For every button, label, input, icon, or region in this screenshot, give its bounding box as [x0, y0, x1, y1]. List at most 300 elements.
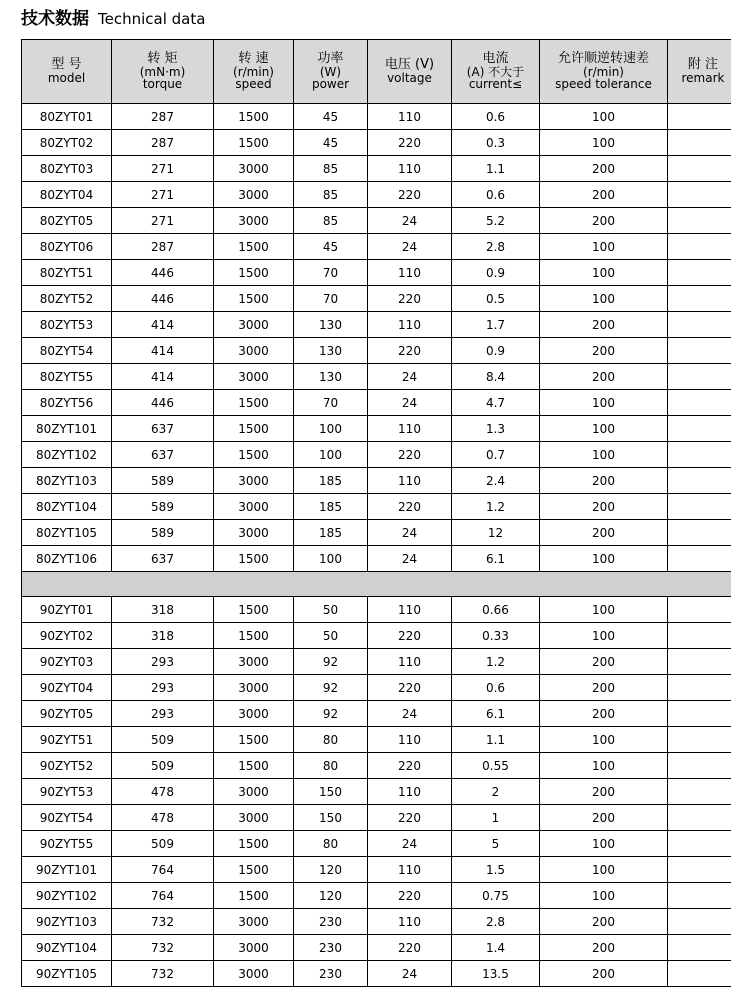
- header-en: current≤: [452, 78, 539, 91]
- cell-speed-tolerance: 200: [540, 182, 668, 208]
- cell-speed-tolerance: 200: [540, 208, 668, 234]
- cell-model: 90ZYT53: [22, 779, 112, 805]
- cell-speed: 3000: [214, 805, 294, 831]
- cell-power: 230: [294, 961, 368, 987]
- cell-torque: 637: [112, 546, 214, 572]
- table-row: [22, 156, 731, 182]
- cell-remark: [668, 883, 731, 909]
- cell-model: 80ZYT103: [22, 468, 112, 494]
- cell-current: 2.4: [452, 468, 540, 494]
- table-row: [22, 494, 731, 520]
- cell-voltage: 24: [368, 961, 452, 987]
- cell-torque: 446: [112, 286, 214, 312]
- table-body: [22, 104, 731, 987]
- technical-data-table: [21, 39, 731, 987]
- cell-voltage: 110: [368, 597, 452, 623]
- cell-speed: 1500: [214, 753, 294, 779]
- cell-remark: [668, 935, 731, 961]
- cell-current: 0.55: [452, 753, 540, 779]
- cell-current: 1.1: [452, 156, 540, 182]
- cell-speed-tolerance: 100: [540, 727, 668, 753]
- table-row: [22, 234, 731, 260]
- table-row: [22, 546, 731, 572]
- cell-voltage: 24: [368, 831, 452, 857]
- cell-voltage: 220: [368, 130, 452, 156]
- cell-current: 0.7: [452, 442, 540, 468]
- cell-speed-tolerance: 100: [540, 753, 668, 779]
- cell-torque: 764: [112, 857, 214, 883]
- cell-voltage: 24: [368, 701, 452, 727]
- cell-speed: 1500: [214, 260, 294, 286]
- column-header-speed-tolerance: [540, 40, 668, 104]
- cell-torque: 478: [112, 805, 214, 831]
- cell-torque: 287: [112, 104, 214, 130]
- cell-speed-tolerance: 100: [540, 260, 668, 286]
- cell-speed-tolerance: 100: [540, 442, 668, 468]
- cell-speed-tolerance: 100: [540, 234, 668, 260]
- table-row: [22, 909, 731, 935]
- cell-power: 92: [294, 649, 368, 675]
- cell-speed: 1500: [214, 857, 294, 883]
- cell-voltage: 24: [368, 364, 452, 390]
- cell-voltage: 24: [368, 208, 452, 234]
- cell-speed-tolerance: 100: [540, 597, 668, 623]
- cell-torque: 589: [112, 468, 214, 494]
- cell-voltage: 110: [368, 468, 452, 494]
- cell-speed-tolerance: 200: [540, 935, 668, 961]
- cell-current: 4.7: [452, 390, 540, 416]
- cell-voltage: 110: [368, 909, 452, 935]
- cell-voltage: 24: [368, 520, 452, 546]
- column-header-model: [22, 40, 112, 104]
- cell-current: 0.9: [452, 338, 540, 364]
- cell-torque: 446: [112, 390, 214, 416]
- cell-speed: 1500: [214, 623, 294, 649]
- cell-current: 0.6: [452, 104, 540, 130]
- table-row: [22, 468, 731, 494]
- cell-power: 120: [294, 857, 368, 883]
- table-row: [22, 520, 731, 546]
- column-header-torque: [112, 40, 214, 104]
- table-row: [22, 104, 731, 130]
- cell-power: 50: [294, 597, 368, 623]
- cell-current: 0.33: [452, 623, 540, 649]
- cell-torque: 637: [112, 416, 214, 442]
- column-header-voltage: [368, 40, 452, 104]
- cell-speed: 1500: [214, 104, 294, 130]
- cell-speed-tolerance: 200: [540, 156, 668, 182]
- cell-remark: [668, 234, 731, 260]
- header-en: voltage: [368, 72, 451, 85]
- title-chinese: 技术数据: [21, 9, 89, 29]
- cell-torque: 637: [112, 442, 214, 468]
- cell-voltage: 110: [368, 312, 452, 338]
- header-en: power: [294, 78, 367, 91]
- cell-model: 90ZYT03: [22, 649, 112, 675]
- cell-current: 0.66: [452, 597, 540, 623]
- cell-model: 90ZYT104: [22, 935, 112, 961]
- cell-speed: 3000: [214, 468, 294, 494]
- cell-power: 45: [294, 104, 368, 130]
- cell-speed-tolerance: 200: [540, 494, 668, 520]
- cell-model: 80ZYT01: [22, 104, 112, 130]
- title-english: Technical data: [98, 10, 205, 28]
- cell-speed-tolerance: 200: [540, 675, 668, 701]
- cell-voltage: 220: [368, 805, 452, 831]
- cell-remark: [668, 104, 731, 130]
- table-row: [22, 597, 731, 623]
- cell-power: 100: [294, 442, 368, 468]
- cell-torque: 446: [112, 260, 214, 286]
- cell-remark: [668, 597, 731, 623]
- cell-current: 0.5: [452, 286, 540, 312]
- cell-model: 90ZYT52: [22, 753, 112, 779]
- cell-remark: [668, 364, 731, 390]
- cell-remark: [668, 494, 731, 520]
- cell-speed: 3000: [214, 779, 294, 805]
- cell-remark: [668, 338, 731, 364]
- cell-current: 1.2: [452, 494, 540, 520]
- cell-speed-tolerance: 200: [540, 520, 668, 546]
- cell-power: 45: [294, 234, 368, 260]
- cell-voltage: 220: [368, 675, 452, 701]
- cell-speed: 3000: [214, 935, 294, 961]
- header-en: remark: [668, 72, 731, 85]
- cell-speed-tolerance: 100: [540, 831, 668, 857]
- cell-speed: 3000: [214, 156, 294, 182]
- cell-power: 85: [294, 182, 368, 208]
- header-cn: 电流: [452, 52, 539, 66]
- cell-remark: [668, 286, 731, 312]
- cell-torque: 732: [112, 935, 214, 961]
- cell-power: 70: [294, 390, 368, 416]
- cell-speed-tolerance: 100: [540, 130, 668, 156]
- cell-power: 185: [294, 468, 368, 494]
- cell-current: 1.3: [452, 416, 540, 442]
- cell-power: 92: [294, 701, 368, 727]
- cell-voltage: 220: [368, 623, 452, 649]
- cell-power: 150: [294, 779, 368, 805]
- cell-power: 130: [294, 338, 368, 364]
- cell-voltage: 110: [368, 649, 452, 675]
- cell-current: 2: [452, 779, 540, 805]
- cell-torque: 732: [112, 961, 214, 987]
- cell-power: 130: [294, 364, 368, 390]
- cell-speed: 3000: [214, 338, 294, 364]
- cell-power: 185: [294, 494, 368, 520]
- cell-power: 70: [294, 286, 368, 312]
- cell-speed-tolerance: 200: [540, 338, 668, 364]
- cell-power: 45: [294, 130, 368, 156]
- cell-speed: 3000: [214, 312, 294, 338]
- table-row: [22, 649, 731, 675]
- header-cn: 电压 (V): [368, 58, 451, 72]
- cell-current: 12: [452, 520, 540, 546]
- cell-remark: [668, 831, 731, 857]
- cell-model: 80ZYT04: [22, 182, 112, 208]
- table-row: [22, 390, 731, 416]
- cell-current: 1.4: [452, 935, 540, 961]
- cell-remark: [668, 416, 731, 442]
- cell-remark: [668, 520, 731, 546]
- cell-model: 80ZYT05: [22, 208, 112, 234]
- group-separator-row: [22, 572, 731, 597]
- cell-remark: [668, 312, 731, 338]
- cell-current: 5.2: [452, 208, 540, 234]
- cell-torque: 271: [112, 208, 214, 234]
- cell-speed-tolerance: 100: [540, 883, 668, 909]
- cell-power: 80: [294, 727, 368, 753]
- table-row: [22, 623, 731, 649]
- column-header-speed: [214, 40, 294, 104]
- cell-speed: 3000: [214, 208, 294, 234]
- cell-voltage: 24: [368, 390, 452, 416]
- cell-speed: 3000: [214, 909, 294, 935]
- cell-remark: [668, 546, 731, 572]
- table-row: [22, 701, 731, 727]
- cell-power: 130: [294, 312, 368, 338]
- cell-current: 1.7: [452, 312, 540, 338]
- cell-voltage: 220: [368, 442, 452, 468]
- cell-power: 92: [294, 675, 368, 701]
- cell-power: 100: [294, 546, 368, 572]
- cell-speed-tolerance: 100: [540, 546, 668, 572]
- cell-current: 1.5: [452, 857, 540, 883]
- cell-speed: 3000: [214, 364, 294, 390]
- cell-model: 90ZYT55: [22, 831, 112, 857]
- cell-torque: 293: [112, 649, 214, 675]
- cell-power: 80: [294, 753, 368, 779]
- header-unit: (mN·m): [112, 66, 213, 78]
- page-title: [21, 4, 205, 28]
- cell-remark: [668, 130, 731, 156]
- cell-power: 70: [294, 260, 368, 286]
- cell-torque: 414: [112, 312, 214, 338]
- cell-power: 50: [294, 623, 368, 649]
- cell-model: 80ZYT106: [22, 546, 112, 572]
- header-cn: 转 矩: [112, 52, 213, 66]
- cell-model: 90ZYT51: [22, 727, 112, 753]
- table-row: [22, 338, 731, 364]
- cell-torque: 589: [112, 520, 214, 546]
- cell-power: 80: [294, 831, 368, 857]
- cell-speed-tolerance: 100: [540, 623, 668, 649]
- cell-voltage: 110: [368, 416, 452, 442]
- cell-speed: 1500: [214, 597, 294, 623]
- cell-torque: 589: [112, 494, 214, 520]
- header-unit: (r/min): [540, 66, 667, 78]
- cell-remark: [668, 390, 731, 416]
- cell-torque: 478: [112, 779, 214, 805]
- cell-model: 80ZYT52: [22, 286, 112, 312]
- cell-current: 1: [452, 805, 540, 831]
- cell-model: 80ZYT54: [22, 338, 112, 364]
- cell-remark: [668, 753, 731, 779]
- cell-current: 2.8: [452, 234, 540, 260]
- cell-current: 8.4: [452, 364, 540, 390]
- cell-voltage: 110: [368, 727, 452, 753]
- cell-power: 85: [294, 208, 368, 234]
- cell-model: 80ZYT51: [22, 260, 112, 286]
- cell-voltage: 110: [368, 104, 452, 130]
- cell-speed-tolerance: 200: [540, 468, 668, 494]
- cell-voltage: 110: [368, 260, 452, 286]
- cell-current: 0.9: [452, 260, 540, 286]
- cell-model: 80ZYT55: [22, 364, 112, 390]
- header-en: model: [22, 72, 111, 85]
- cell-model: 80ZYT104: [22, 494, 112, 520]
- column-header-power: [294, 40, 368, 104]
- cell-power: 85: [294, 156, 368, 182]
- cell-current: 0.6: [452, 182, 540, 208]
- cell-speed-tolerance: 100: [540, 416, 668, 442]
- group-separator: [22, 572, 731, 597]
- cell-speed-tolerance: 100: [540, 104, 668, 130]
- table-row: [22, 364, 731, 390]
- cell-speed-tolerance: 200: [540, 779, 668, 805]
- cell-model: 90ZYT01: [22, 597, 112, 623]
- header-cn: 型 号: [22, 58, 111, 72]
- table-header-row: [22, 40, 731, 104]
- table-row: [22, 286, 731, 312]
- cell-speed-tolerance: 200: [540, 805, 668, 831]
- cell-voltage: 24: [368, 234, 452, 260]
- cell-torque: 764: [112, 883, 214, 909]
- cell-speed: 3000: [214, 182, 294, 208]
- header-cn: 允许顺逆转速差: [540, 52, 667, 66]
- cell-voltage: 220: [368, 883, 452, 909]
- cell-speed-tolerance: 100: [540, 857, 668, 883]
- table-row: [22, 779, 731, 805]
- cell-torque: 414: [112, 364, 214, 390]
- cell-remark: [668, 701, 731, 727]
- cell-current: 0.75: [452, 883, 540, 909]
- cell-speed: 3000: [214, 701, 294, 727]
- cell-torque: 293: [112, 701, 214, 727]
- cell-model: 80ZYT03: [22, 156, 112, 182]
- cell-power: 120: [294, 883, 368, 909]
- cell-model: 90ZYT05: [22, 701, 112, 727]
- cell-speed: 1500: [214, 286, 294, 312]
- cell-speed: 3000: [214, 961, 294, 987]
- cell-current: 0.3: [452, 130, 540, 156]
- cell-current: 2.8: [452, 909, 540, 935]
- column-header-current: [452, 40, 540, 104]
- cell-current: 1.2: [452, 649, 540, 675]
- cell-torque: 287: [112, 130, 214, 156]
- cell-model: 90ZYT04: [22, 675, 112, 701]
- cell-remark: [668, 623, 731, 649]
- cell-remark: [668, 779, 731, 805]
- cell-remark: [668, 675, 731, 701]
- cell-voltage: 110: [368, 156, 452, 182]
- cell-torque: 414: [112, 338, 214, 364]
- cell-remark: [668, 182, 731, 208]
- cell-speed-tolerance: 200: [540, 649, 668, 675]
- cell-speed: 1500: [214, 831, 294, 857]
- cell-remark: [668, 468, 731, 494]
- cell-torque: 318: [112, 597, 214, 623]
- cell-model: 90ZYT105: [22, 961, 112, 987]
- cell-speed-tolerance: 200: [540, 312, 668, 338]
- table-row: [22, 857, 731, 883]
- table-row: [22, 753, 731, 779]
- cell-speed-tolerance: 100: [540, 286, 668, 312]
- cell-speed-tolerance: 200: [540, 364, 668, 390]
- cell-power: 150: [294, 805, 368, 831]
- cell-model: 90ZYT103: [22, 909, 112, 935]
- cell-model: 90ZYT02: [22, 623, 112, 649]
- table-row: [22, 442, 731, 468]
- cell-model: 90ZYT101: [22, 857, 112, 883]
- cell-voltage: 220: [368, 753, 452, 779]
- cell-remark: [668, 727, 731, 753]
- cell-speed: 1500: [214, 416, 294, 442]
- header-en: torque: [112, 78, 213, 91]
- cell-speed: 3000: [214, 520, 294, 546]
- cell-remark: [668, 961, 731, 987]
- cell-remark: [668, 442, 731, 468]
- cell-torque: 509: [112, 831, 214, 857]
- cell-torque: 732: [112, 909, 214, 935]
- table-row: [22, 935, 731, 961]
- cell-remark: [668, 909, 731, 935]
- cell-torque: 271: [112, 182, 214, 208]
- cell-power: 185: [294, 520, 368, 546]
- cell-remark: [668, 649, 731, 675]
- header-cn: 功率: [294, 52, 367, 66]
- header-en: speed tolerance: [540, 78, 667, 91]
- cell-torque: 509: [112, 753, 214, 779]
- cell-voltage: 110: [368, 857, 452, 883]
- table-row: [22, 416, 731, 442]
- header-en: speed: [214, 78, 293, 91]
- cell-remark: [668, 260, 731, 286]
- cell-current: 0.6: [452, 675, 540, 701]
- cell-current: 1.1: [452, 727, 540, 753]
- header-cn: 转 速: [214, 52, 293, 66]
- cell-speed: 3000: [214, 649, 294, 675]
- cell-model: 80ZYT102: [22, 442, 112, 468]
- cell-voltage: 24: [368, 546, 452, 572]
- table-row: [22, 130, 731, 156]
- cell-speed: 1500: [214, 130, 294, 156]
- table-row: [22, 182, 731, 208]
- cell-remark: [668, 805, 731, 831]
- cell-current: 6.1: [452, 546, 540, 572]
- cell-power: 100: [294, 416, 368, 442]
- cell-remark: [668, 208, 731, 234]
- cell-torque: 509: [112, 727, 214, 753]
- cell-model: 80ZYT56: [22, 390, 112, 416]
- cell-current: 13.5: [452, 961, 540, 987]
- cell-torque: 271: [112, 156, 214, 182]
- table-row: [22, 260, 731, 286]
- cell-speed-tolerance: 200: [540, 961, 668, 987]
- cell-speed: 1500: [214, 546, 294, 572]
- cell-speed-tolerance: 100: [540, 390, 668, 416]
- cell-current: 6.1: [452, 701, 540, 727]
- cell-model: 80ZYT105: [22, 520, 112, 546]
- table-row: [22, 675, 731, 701]
- cell-model: 90ZYT102: [22, 883, 112, 909]
- table-row: [22, 727, 731, 753]
- cell-speed: 1500: [214, 234, 294, 260]
- cell-voltage: 220: [368, 182, 452, 208]
- cell-model: 80ZYT02: [22, 130, 112, 156]
- cell-voltage: 110: [368, 779, 452, 805]
- cell-speed: 1500: [214, 727, 294, 753]
